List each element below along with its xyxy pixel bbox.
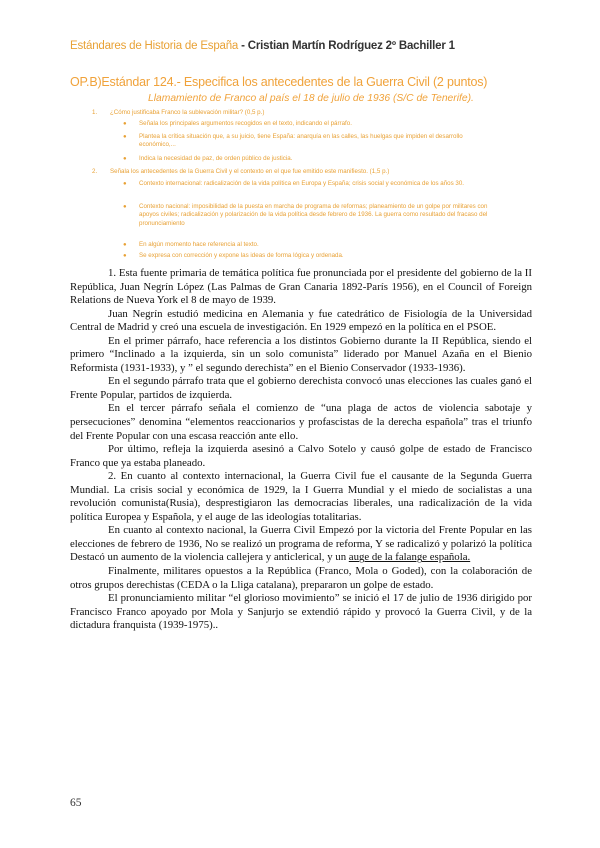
bullet-icon: ● (123, 253, 127, 259)
bullet-icon: ● (123, 181, 127, 187)
paragraph-text: En cuanto al contexto nacional, la Guerra Civil Empezó por la victoria del Frente Popular en las elecciones de febrero de 1936, No se realizó un programa de reforma, Y se radicalizó y polarizó la política Destacó un aumento de la violencia callejera y anticlerical, y un (70, 524, 532, 564)
answer-body (70, 267, 532, 633)
question-2 (92, 168, 532, 177)
bullet-icon: ● (123, 156, 127, 162)
bullet-icon: ● (123, 134, 127, 140)
question-text: ¿Cómo justificaba Franco la sublevación militar? (0,5 p.) (110, 109, 265, 116)
page-number: 65 (70, 797, 82, 809)
paragraph: El pronunciamiento militar “el glorioso movimiento” se inició el 17 de julio de 1936 dirigido por Francisco Franco apoyado por Mola y Sanjurjo se extendió rápido y provocó la Guerra Civil, y de la dictadura franquista (1939-1975).. (70, 592, 532, 632)
bullet-text: Plantea la crítica situación que, a su juicio, tiene España: anarquía en las calles, las huelgas que impiden el desarrollo económico,... (139, 133, 463, 149)
paragraph: Juan Negrín estudió medicina en Alemania y fue catedrático de Fisiología de la Universidad Central de Madrid y creó una escuela de investigación. En 1929 empezó en la política en el PSOE. (70, 307, 532, 334)
bullet-icon: ● (123, 242, 127, 248)
underlined-text: auge de la falange española. (348, 551, 471, 564)
paragraph: 2. En cuanto al contexto internacional, la Guerra Civil fue el causante de la Segunda Guerra Mundial. La crisis social y económica de 1929, la I Guerra Mundial y el miedo de socialistas a una revolución comunista(Rusia), desprestigiaron las democracias liberales, una radicalización de la vida política Europea y Española, y el auge de las ideologías totalitarias. (70, 470, 532, 523)
paragraph: Por último, refleja la izquierda asesinó a Calvo Sotelo y causó golpe de estado de Francisco Franco que ya estaba planeado. (70, 443, 532, 469)
bullet-icon: ● (123, 204, 127, 210)
header-course: Estándares de Historia de España (70, 40, 239, 52)
bullet-text: Contexto internacional: radicalización de la vida política en Europa y España; crisis social y económica de los años 30. (139, 180, 465, 187)
bullet-text: Señala los principales argumentos recogidos en el texto, indicando el párrafo. (139, 120, 352, 127)
source-subtitle: Llamamiento de Franco al país el 18 de julio de 1936 (S/C de Tenerife). (148, 93, 474, 104)
paragraph: 1. Esta fuente primaria de temática política fue pronunciada por el presidente del gobierno de la II República, Juan Negrín López (Las Palmas de Gran Canaria 1892-París 1956), en el Council of Foreign Relations de Nueva York el 8 de mayo de 1939. (70, 267, 532, 307)
bullet-text: Se expresa con corrección y expone las ideas de forma lógica y ordenada. (139, 252, 344, 259)
question-number: 2. (92, 168, 98, 175)
question-text: Señala los antecedentes de la Guerra Civil y el contexto en el que fue emitido este manifiesto. (1,5 p.) (110, 168, 390, 175)
paragraph: En el tercer párrafo señala el comienzo de “una plaga de actos de violencia sabotaje y persecuciones” denomina “elementos reaccionarios y profascistas de la derecha española” tras el triunfo del Frente Popular con una escasa reacción ante ello. (70, 402, 532, 442)
question-number: 1. (92, 109, 98, 116)
bullet-text: Contexto nacional: imposibilidad de la puesta en marcha de programa de reformas; planeamiento de un golpe por militares con apoyos civiles; radicalización y polarización de la vida política desde febrero de 1936. La guerra como resultado del fracaso del pronunciamiento (139, 203, 488, 227)
standard-title: OP.B)Estándar 124.- Especifica los antecedentes de la Guerra Civil (2 puntos) (70, 75, 488, 89)
bullet-text: Indica la necesidad de paz, de orden público de justicia. (139, 155, 293, 162)
paragraph: En el primer párrafo, hace referencia a los distintos Gobierno durante la II República, siendo el primero “Inclinado a la izquierda, sin un solo comunista” liderado por Manuel Azaña en el Bienio Reformista (1931-1933), y ” el segundo derechista” en el Bienio Conservador (1933-1936). (70, 334, 532, 374)
paragraph (70, 524, 532, 565)
header-author: - Cristian Martín Rodríguez 2º Bachiller 1 (238, 40, 455, 52)
page-header (70, 40, 540, 52)
paragraph: En el segundo párrafo trata que el gobierno derechista convocó unas elecciones las cuales ganó el Frente Popular, partidos de izquierda. (70, 375, 532, 401)
bullet-icon: ● (123, 121, 127, 127)
bullet-text: En algún momento hace referencia al texto. (139, 241, 259, 248)
paragraph: Finalmente, militares opuestos a la República (Franco, Mola o Goded), con la colaboración de otros grupos derechistas (CEDA o la Lliga catalana), prepararon un golpe de estado. (70, 565, 532, 591)
question-1 (92, 109, 532, 118)
